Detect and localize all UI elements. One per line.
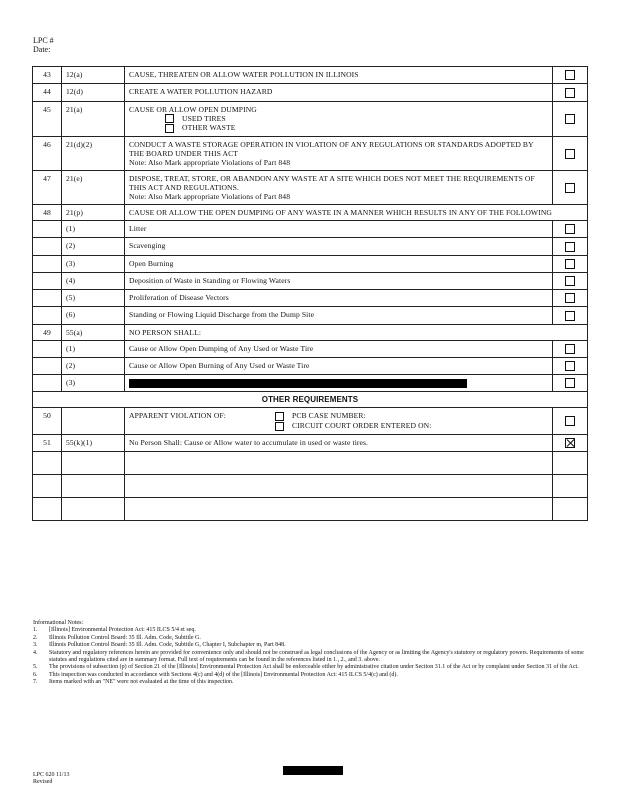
row-number: 48 <box>33 205 62 221</box>
table-row <box>33 408 588 435</box>
row-number: 51 <box>33 434 62 451</box>
form-number: LPC 620 11/13 <box>33 772 70 778</box>
violation-checkbox[interactable] <box>565 224 575 234</box>
violation-text: DISPOSE, TREAT, STORE, OR ABANDON ANY WASTE AT A SITE WHICH DOES NOT MEET THE REQUIREMENTS OF THIS ACT AND REGULATIONS. <box>129 174 535 192</box>
table-row <box>33 67 588 84</box>
table-row <box>33 238 588 255</box>
note-number: 4. <box>33 649 38 656</box>
note-number: 7. <box>33 679 38 686</box>
notes-title: Informational Notes: <box>33 620 84 626</box>
note-text: This inspection was conducted in accordance with Sections 4(c) and 4(d) of the [Illinois] Environmental Protection Act: 415 ILCS 5/4(c) and (d). <box>49 671 398 678</box>
violation-checkbox[interactable] <box>565 149 575 159</box>
table-row <box>33 272 588 289</box>
subsection-ref: (2) <box>62 357 125 374</box>
note-text: Items marked with an "NE" were not evaluated at the time of this inspection. <box>49 679 234 686</box>
redaction-bar <box>283 766 343 775</box>
violation-checkbox[interactable] <box>565 361 575 371</box>
violation-checkbox[interactable] <box>565 378 575 388</box>
table-row <box>33 221 588 238</box>
table-row <box>33 452 588 475</box>
date-label: Date: <box>33 45 51 54</box>
table-row <box>33 101 588 137</box>
violation-text: CAUSE OR ALLOW THE OPEN DUMPING OF ANY WASTE IN A MANNER WHICH RESULTS IN ANY OF THE FOLLOWING <box>125 205 588 221</box>
violation-checkbox[interactable] <box>565 344 575 354</box>
violation-text: No Person Shall: Cause or Allow water to accumulate in used or waste tires. <box>125 434 553 451</box>
row-number: 47 <box>33 171 62 205</box>
row-number: 44 <box>33 84 62 101</box>
note-number: 5. <box>33 664 38 671</box>
form-revision: Revised <box>33 779 53 785</box>
subsection-ref: (3) <box>62 375 125 392</box>
section-ref: 12(d) <box>62 84 125 101</box>
table-row <box>33 205 588 221</box>
option-label: USED TIRES <box>182 113 226 123</box>
violation-checkbox[interactable] <box>565 70 575 80</box>
form-footer <box>33 772 69 786</box>
violation-text: APPARENT VIOLATION OF: <box>129 411 226 421</box>
violation-text: Deposition of Waste in Standing or Flowing Waters <box>125 272 553 289</box>
section-heading: OTHER REQUIREMENTS <box>33 392 588 408</box>
option-label: OTHER WASTE <box>182 123 236 133</box>
court-order-checkbox[interactable] <box>275 422 284 431</box>
subsection-ref: (2) <box>62 238 125 255</box>
violation-text: CAUSE, THREATEN OR ALLOW WATER POLLUTION IN ILLINOIS <box>125 67 553 84</box>
row-number: 49 <box>33 324 62 340</box>
table-row <box>33 137 588 171</box>
option-label: PCB CASE NUMBER: <box>292 411 366 421</box>
table-row <box>33 290 588 307</box>
table-row <box>33 340 588 357</box>
subsection-ref: (6) <box>62 307 125 324</box>
row-number: 43 <box>33 67 62 84</box>
violation-text: CONDUCT A WASTE STORAGE OPERATION IN VIOLATION OF ANY REGULATIONS OR STANDARDS ADOPTED BY THE BOARD UNDER THIS ACT <box>129 140 534 158</box>
table-row <box>33 171 588 205</box>
informational-notes <box>33 620 593 687</box>
violation-text: Open Burning <box>125 255 553 272</box>
subsection-ref: (1) <box>62 340 125 357</box>
table-row <box>33 324 588 340</box>
note-number: 2. <box>33 634 38 641</box>
table-row <box>33 84 588 101</box>
section-ref: 21(p) <box>62 205 125 221</box>
violation-note: Note: Also Mark appropriate Violations of Part 848 <box>129 192 291 201</box>
note-number: 1. <box>33 627 38 634</box>
other-waste-checkbox[interactable] <box>165 124 174 133</box>
violation-text: CAUSE OR ALLOW OPEN DUMPING <box>129 104 257 114</box>
note-text: The provisions of subsection (p) of Section 21 of the [Illinois] Environmental Protection Act shall be enforceable either by administrative citation under Section 31.1 of the Act or by complaint under Section 31 of the Act. <box>49 664 579 671</box>
violation-text: Standing or Flowing Liquid Discharge from the Dump Site <box>125 307 553 324</box>
note-number: 3. <box>33 642 38 649</box>
table-row <box>33 434 588 451</box>
violation-table <box>32 66 588 521</box>
violation-checkbox[interactable] <box>565 183 575 193</box>
used-tires-checkbox[interactable] <box>165 114 174 123</box>
violation-text: NO PERSON SHALL: <box>125 324 588 340</box>
table-row <box>33 375 588 392</box>
note-text: Statutory and regulatory references herein are provided for convenience only and should not be construed as legal conclusions of the Agency or as limiting the Agency's statutory or regulatory powers. Requirements of some statutes and regulations cited are in summary format. Full text of requirements can be found in the references listed in 1., 2., and 3. above. <box>49 649 584 664</box>
subsection-ref: (3) <box>62 255 125 272</box>
violation-checkbox[interactable] <box>565 293 575 303</box>
section-ref: 12(a) <box>62 67 125 84</box>
violation-text: Scavenging <box>125 238 553 255</box>
violation-text: Proliferation of Disease Vectors <box>125 290 553 307</box>
note-text: [Illinois] Environmental Protection Act: 415 ILCS 5/4 et seq. <box>49 627 196 634</box>
table-row <box>33 357 588 374</box>
violation-text: Cause or Allow Open Dumping of Any Used or Waste Tire <box>125 340 553 357</box>
violation-text: CREATE A WATER POLLUTION HAZARD <box>125 84 553 101</box>
pcb-case-checkbox[interactable] <box>275 412 284 421</box>
violation-checkbox[interactable] <box>565 259 575 269</box>
violation-note: Note: Also Mark appropriate Violations of Part 848 <box>129 158 291 167</box>
section-ref: 55(a) <box>62 324 125 340</box>
violation-checkbox[interactable] <box>565 242 575 252</box>
violation-text: Cause or Allow Open Burning of Any Used or Waste Tire <box>125 357 553 374</box>
violation-checkbox[interactable] <box>565 88 575 98</box>
violation-checkbox-checked[interactable] <box>565 438 575 448</box>
row-number: 46 <box>33 137 62 171</box>
section-ref: 21(a) <box>62 101 125 137</box>
section-ref: 21(d)(2) <box>62 137 125 171</box>
row-number: 45 <box>33 101 62 137</box>
table-row <box>33 498 588 521</box>
table-row <box>33 307 588 324</box>
note-text: Illinois Pollution Control Board: 35 Ill. Adm. Code, Subtitle G, Chapter I, Subchapter m, Part 848. <box>49 642 286 649</box>
row-number: 50 <box>33 408 62 435</box>
subsection-ref: (5) <box>62 290 125 307</box>
section-ref: 55(k)(1) <box>62 434 125 451</box>
option-label: CIRCUIT COURT ORDER ENTERED ON: <box>292 421 432 430</box>
note-number: 6. <box>33 671 38 678</box>
section-ref: 21(e) <box>62 171 125 205</box>
header-lpc <box>33 36 54 54</box>
subsection-ref: (1) <box>62 221 125 238</box>
redaction-bar <box>129 379 467 388</box>
violation-checkbox[interactable] <box>565 416 575 426</box>
lpc-label: LPC # <box>33 36 54 45</box>
violation-checkbox[interactable] <box>565 276 575 286</box>
table-row <box>33 392 588 408</box>
subsection-ref: (4) <box>62 272 125 289</box>
violation-checkbox[interactable] <box>565 114 575 124</box>
violation-checkbox[interactable] <box>565 311 575 321</box>
table-row <box>33 255 588 272</box>
note-text: Illinois Pollution Control Board: 35 Ill. Adm. Code, Subtitle G. <box>49 634 201 641</box>
table-row <box>33 475 588 498</box>
violation-text: Litter <box>125 221 553 238</box>
